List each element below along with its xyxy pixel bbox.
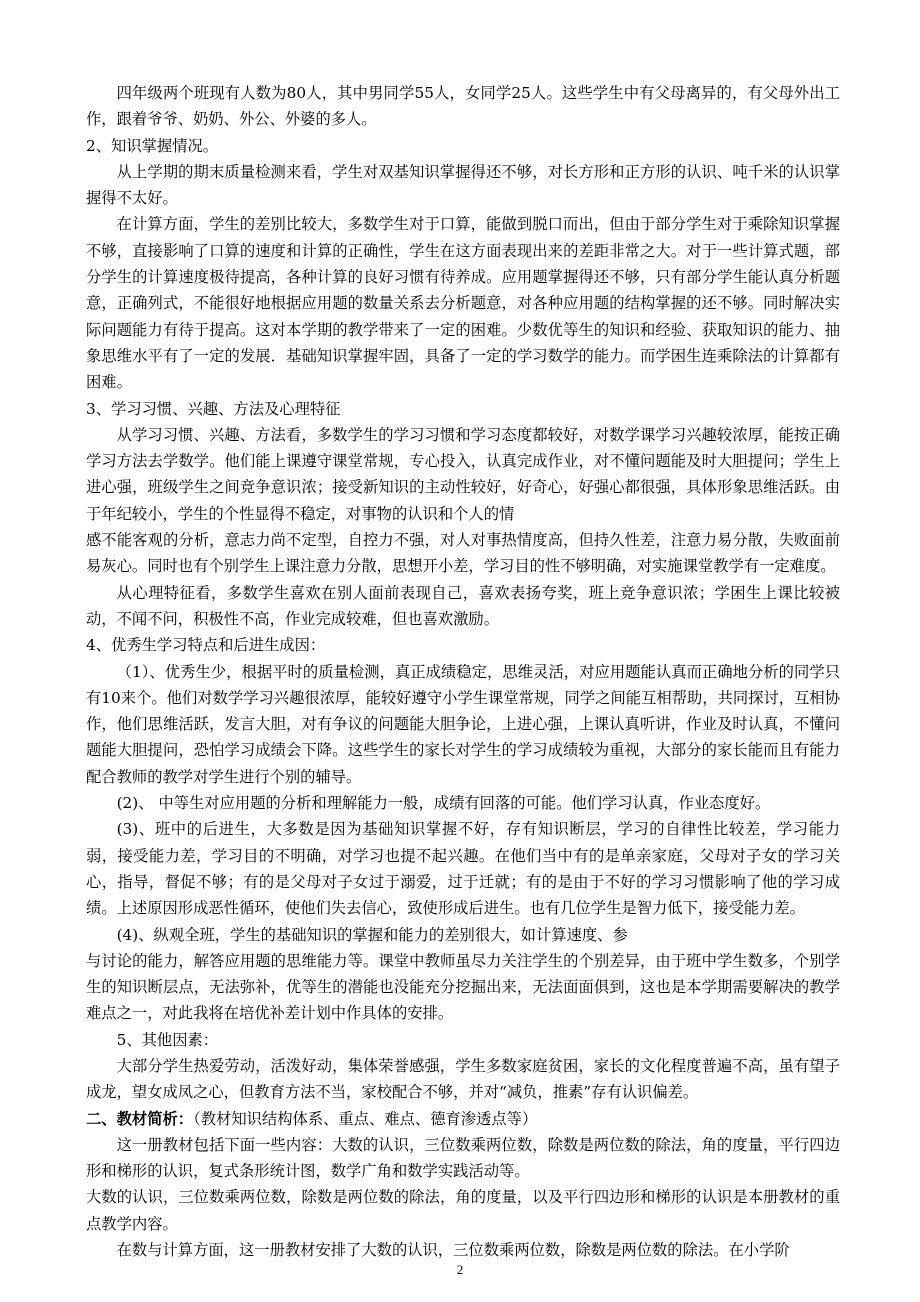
paragraph-other-factors: 大部分学生热爱劳动，活泼好动，集体荣誉感强，学生多数家庭贫困，家长的文化程度普遍不高，虽有望子成龙，望女成凤之心，但教育方法不当，家校配合不够，并对“减负，推素”存有认识偏差。 xyxy=(86,1056,840,1102)
paragraph-key-content: 大数的认识，三位数乘两位数，除数是两位数的除法，角的度量，以及平行四边形和梯形的认识是本册教材的重点教学内容。 xyxy=(86,1188,840,1233)
paragraph-overall-class: (4)、纵观全班，学生的基础知识的掌握和能力的差别很大，如计算速度、参 xyxy=(116,925,628,944)
section-heading-note: （教材知识结构体系、重点、难点、德育渗透点等） xyxy=(193,1109,538,1128)
document-body xyxy=(86,80,840,1263)
paragraph-habits-interest: 从学习习惯、兴趣、方法看，多数学生的学习习惯和学习态度都较好，对数学课学习兴趣较浓厚，能按正确学习方法去学数学。他们能上课遵守课堂常规，专心投入，认真完成作业，对不懂问题能及时大胆提问；学生上进心强，班级学生之间竞争意识浓；接受新知识的主动性较好，好奇心，好强心都很强，具体形象思维活跃。由于年纪较小，学生的个性显得不稳定，对事物的认识和个人的情 xyxy=(86,425,840,523)
paragraph-overall-continued: 与讨论的能力，解答应用题的思维能力等。课堂中教师虽尽力关注学生的个别差异，由于班中学生数多，个别学生的知识断层点，无法弥补，优等生的潜能也没能充分挖掘出来，无法面面俱到，这也是本学期需要解决的教学难点之一，对此我将在培优补差计划中作具体的安排。 xyxy=(86,951,840,1023)
section-heading-title: 二、教材简析： xyxy=(86,1109,194,1128)
heading-knowledge-mastery: 2、知识掌握情况。 xyxy=(86,136,219,155)
paragraph-psychology: 从心理特征看，多数学生喜欢在别人面前表现自己，喜欢表扬夸奖，班上竞争意识浓；学困生上课比较被动，不闻不问，积极性不高，作业完成较难，但也喜欢激励。 xyxy=(86,583,840,628)
heading-student-types: 4、优秀生学习特点和后进生成因： xyxy=(86,636,326,655)
paragraph-top-students: （1）、优秀生少，根据平时的质量检测，真正成绩稳定，思维灵活，对应用题能认真而正确地分析的同学只有10来个。他们对数学学习兴趣很浓厚，能较好遵守小学生课堂常规，同学之间能互相帮助，共同探讨，互相协作，他们思维活跃，发言大胆，对有争议的问题能大胆争论，上进心强，上课认真听讲，作业及时认真，不懂问题能大胆提问，恐怕学习成绩会下降。这些学生的家长对学生的学习成绩较为重视，大部分的家长能而且有能力配合教师的教学对学生进行个别的辅导。 xyxy=(86,662,840,786)
paragraph-textbook-contents: 这一册教材包括下面一些内容：大数的认识，三位数乘两位数，除数是两位数的除法，角的度量，平行四边形和梯形的认识，复式条形统计图，数学广角和数学实践活动等。 xyxy=(86,1135,840,1181)
heading-other-factors: 5、其他因素： xyxy=(116,1030,219,1049)
paragraph-middle-students: (2)、 中等生对应用题的分析和理解能力一般，成绩有回落的可能。他们学习认真，作业态度好。 xyxy=(116,794,771,813)
section-heading-textbook xyxy=(86,1106,840,1132)
paragraph-class-size: 四年级两个班现有人数为80人，其中男同学55人，女同学25人。这些学生中有父母离异的，有父母外出工作，跟着爷爷、奶奶、外公、外婆的多人。 xyxy=(86,84,840,129)
paragraph-calculation: 在计算方面，学生的差别比较大，多数学生对于口算，能做到脱口而出，但由于部分学生对于乘除知识掌握不够，直接影响了口算的速度和计算的正确性，学生在这方面表现出来的差距非常之大。对于一些计算式题，部分学生的计算速度极待提高，各种计算的良好习惯有待养成。应用题掌握得还不够，只有部分学生能认真分析题意，正确列式，不能很好地根据应用题的数量关系去分析题意，对各种应用题的结构掌握的还不够。同时解决实际问题能力有待于提高。这对本学期的教学带来了一定的困难。少数优等生的知识和经验、获取知识的能力、抽象思维水平有了一定的发展．基础知识掌握牢固，具备了一定的学习数学的能力。而学困生连乘除法的计算都有困难。 xyxy=(86,215,840,392)
heading-study-habits: 3、学习习惯、兴趣、方法及心理特征 xyxy=(86,399,341,418)
paragraph-number-calculation: 在数与计算方面，这一册教材安排了大数的认识，三位数乘两位数，除数是两位数的除法。在小学阶 xyxy=(116,1241,790,1260)
paragraph-last-term-test: 从上学期的期末质量检测来看，学生对双基知识掌握得还不够，对长方形和正方形的认识、吨千米的认识掌握得不太好。 xyxy=(86,162,840,208)
paragraph-habits-continued: 感不能客观的分析，意志力尚不定型，自控力不强，对人对事热情度高，但持久性差，注意力易分散，失败面前易灰心。同时也有个别学生上课注意力分散，思想开小差，学习目的性不够明确，对实施课堂教学有一定难度。 xyxy=(86,531,840,576)
page-number: 2 xyxy=(456,1262,464,1277)
paragraph-struggling-students: (3)、班中的后进生，大多数是因为基础知识掌握不好，存有知识断层，学习的自律性比较差，学习能力弱，接受能力差，学习目的不明确，对学习也提不起兴趣。在他们当中有的是单亲家庭，父母对子女的学习关心，指导，督促不够；有的是父母对子女过于溺爱，过于迁就；有的是由于不好的学习习惯影响了他的学习成绩。上述原因形成恶性循环，使他们失去信心，致使形成后进生。也有几位学生是智力低下，接受能力差。 xyxy=(86,820,840,918)
